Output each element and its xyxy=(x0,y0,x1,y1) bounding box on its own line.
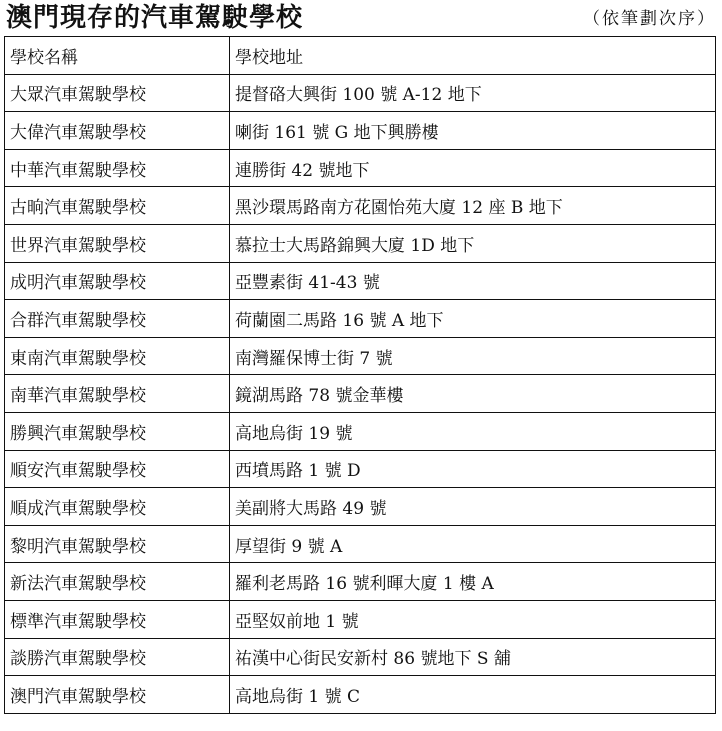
table-row xyxy=(5,112,716,150)
school-name-cell: 南華汽車駕駛學校 xyxy=(5,375,230,413)
school-name-cell: 中華汽車駕駛學校 xyxy=(5,149,230,187)
school-address-cell: 黑沙環馬路南方花園怡苑大廈 12 座 B 地下 xyxy=(230,187,716,225)
school-address-cell: 高地烏街 19 號 xyxy=(230,412,716,450)
table-row xyxy=(5,337,716,375)
ordering-note: （依筆劃次序） xyxy=(583,9,716,29)
table-row xyxy=(5,600,716,638)
school-name-cell: 談勝汽車駕駛學校 xyxy=(5,638,230,676)
table-row xyxy=(5,262,716,300)
school-name-cell: 黎明汽車駕駛學校 xyxy=(5,525,230,563)
school-address-cell: 喇街 161 號 G 地下興勝樓 xyxy=(230,112,716,150)
school-address-cell: 提督硌大興街 100 號 A-12 地下 xyxy=(230,74,716,112)
school-name-cell: 東南汽車駕駛學校 xyxy=(5,337,230,375)
school-name-cell: 大眾汽車駕駛學校 xyxy=(5,74,230,112)
school-address-cell: 厚望街 9 號 A xyxy=(230,525,716,563)
school-address-cell: 祐漢中心街民安新村 86 號地下 S 舖 xyxy=(230,638,716,676)
column-header-school-name: 學校名稱 xyxy=(5,37,230,75)
school-name-cell: 順安汽車駕駛學校 xyxy=(5,450,230,488)
school-name-cell: 大偉汽車駕駛學校 xyxy=(5,112,230,150)
school-name-cell: 新法汽車駕駛學校 xyxy=(5,563,230,601)
school-address-cell: 南灣羅保博士街 7 號 xyxy=(230,337,716,375)
table-row xyxy=(5,375,716,413)
table-header-row xyxy=(5,37,716,75)
school-address-cell: 羅利老馬路 16 號利暉大廈 1 樓 A xyxy=(230,563,716,601)
driving-schools-table xyxy=(4,36,716,714)
document-title: 澳門現存的汽車駕駛學校 xyxy=(6,3,304,33)
table-row xyxy=(5,149,716,187)
school-address-cell: 慕拉士大馬路錦興大廈 1D 地下 xyxy=(230,224,716,262)
school-name-cell: 澳門汽車駕駛學校 xyxy=(5,676,230,714)
school-address-cell: 高地烏街 1 號 C xyxy=(230,676,716,714)
column-header-school-address: 學校地址 xyxy=(230,37,716,75)
school-address-cell: 荷蘭園二馬路 16 號 A 地下 xyxy=(230,300,716,338)
table-row xyxy=(5,224,716,262)
school-address-cell: 連勝街 42 號地下 xyxy=(230,149,716,187)
school-address-cell: 亞豐素街 41-43 號 xyxy=(230,262,716,300)
table-row xyxy=(5,488,716,526)
table-row xyxy=(5,300,716,338)
school-address-cell: 亞堅奴前地 1 號 xyxy=(230,600,716,638)
school-address-cell: 美副將大馬路 49 號 xyxy=(230,488,716,526)
school-name-cell: 標準汽車駕駛學校 xyxy=(5,600,230,638)
table-row xyxy=(5,525,716,563)
table-row xyxy=(5,74,716,112)
table-row xyxy=(5,638,716,676)
school-name-cell: 勝興汽車駕駛學校 xyxy=(5,412,230,450)
school-name-cell: 成明汽車駕駛學校 xyxy=(5,262,230,300)
school-name-cell: 古晌汽車駕駛學校 xyxy=(5,187,230,225)
table-row xyxy=(5,676,716,714)
school-address-cell: 鏡湖馬路 78 號金華樓 xyxy=(230,375,716,413)
table-row xyxy=(5,187,716,225)
school-name-cell: 順成汽車駕駛學校 xyxy=(5,488,230,526)
table-row xyxy=(5,563,716,601)
table-row xyxy=(5,450,716,488)
school-name-cell: 世界汽車駕駛學校 xyxy=(5,224,230,262)
table-body xyxy=(5,74,716,713)
table-row xyxy=(5,412,716,450)
school-name-cell: 合群汽車駕駛學校 xyxy=(5,300,230,338)
school-address-cell: 西墳馬路 1 號 D xyxy=(230,450,716,488)
